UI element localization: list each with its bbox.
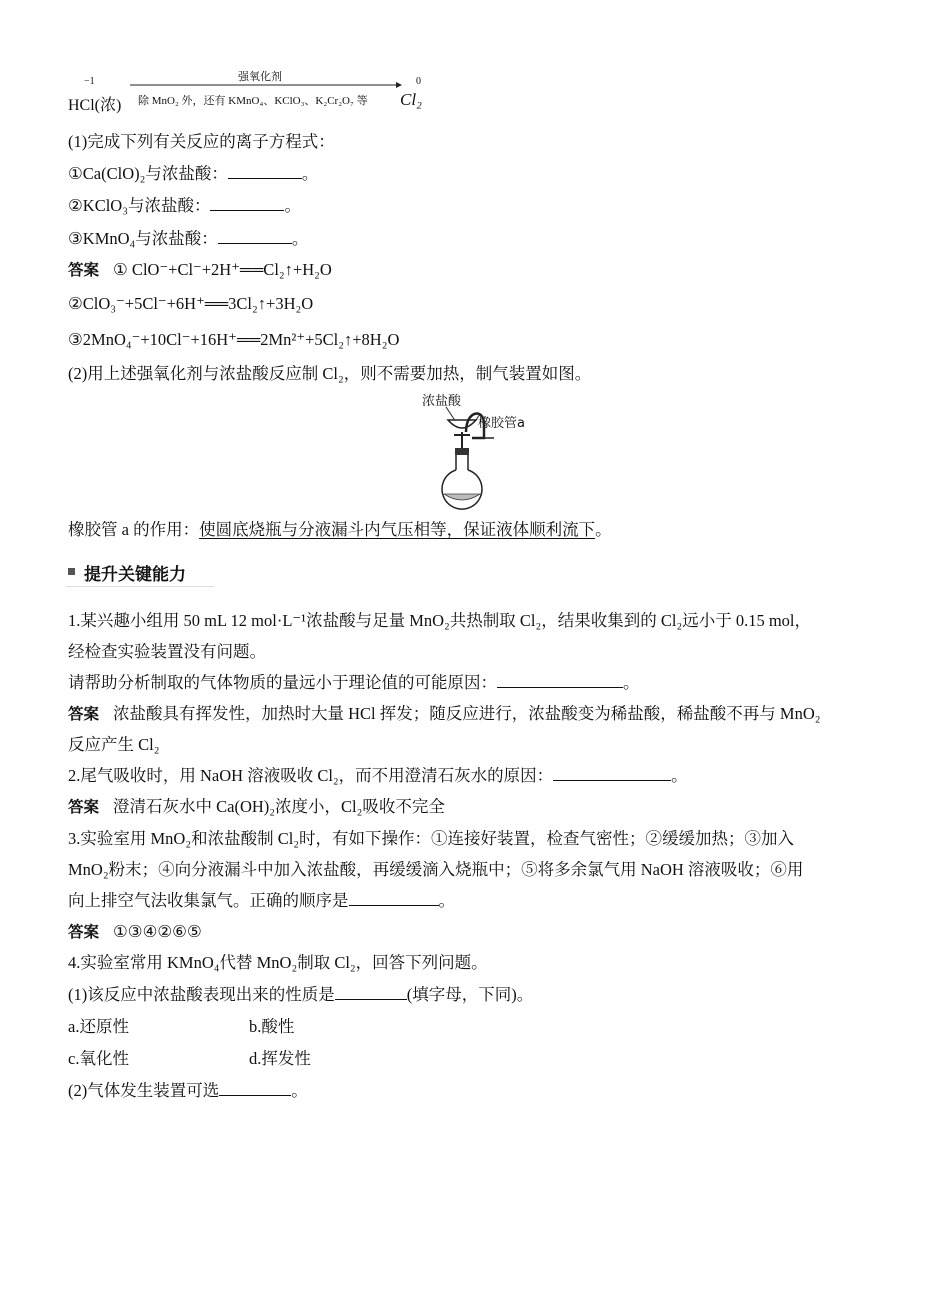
q2-prompt: 2.尾气吸收时，用 NaOH 溶液吸收 Cl₂，而不用澄清石灰水的原因： [68, 766, 554, 785]
tube-answer: 使圆底烧瓶与分液漏斗内气压相等，保证液体顺利流下 [199, 520, 596, 539]
hcl-oxidation-state: −1 [84, 76, 95, 87]
q1-answer-line-1 [68, 703, 821, 725]
period: 。 [595, 520, 612, 539]
square-bullet-icon [68, 568, 75, 575]
reaction-arrow [130, 81, 402, 89]
answer-blank[interactable] [228, 163, 302, 179]
q3-line-2: MnO₂粉末；④向分液漏斗中加入浓盐酸，再缓缓滴入烧瓶中；⑤将多余氯气用 NaOH 溶液吸收；⑥用 [68, 860, 804, 879]
q1-line-2: 经检查实验装置没有问题。 [68, 642, 266, 661]
answer-label: 答案 [68, 705, 100, 723]
period: 。 [291, 229, 309, 248]
q1-prompt: 请帮助分析制取的气体物质的量远小于理论值的可能原因： [68, 673, 497, 692]
answer-blank[interactable] [210, 195, 284, 211]
q3-line-1: 3.实验室用 MnO₂和浓盐酸制 Cl₂时，有如下操作：①连接好装置，检查气密性；②缓缓加热；③加入 [68, 829, 795, 848]
top-equation [64, 68, 444, 116]
part1-item-2 [68, 195, 301, 217]
q3-line-3 [68, 890, 455, 912]
part1-answer-1 [68, 259, 332, 281]
answer-blank[interactable] [219, 1080, 291, 1096]
item-text: ①Ca(ClO)₂与浓盐酸： [68, 164, 228, 183]
period: 。 [301, 164, 319, 183]
part1-answer-3: ③2MnO₄⁻+10Cl⁻+16H⁺══2Mn²⁺+5Cl₂↑+8H₂O [68, 330, 400, 349]
q1-answer-line-2: 反应产生 Cl₂ [68, 735, 160, 754]
answer-label: 答案 [68, 261, 100, 279]
q1-answer-text: 浓盐酸具有挥发性，加热时大量 HCl 挥发；随反应进行，浓盐酸变为稀盐酸，稀盐酸不再与 MnO₂ [113, 704, 821, 723]
part1-answer-2: ②ClO₃⁻+5Cl⁻+6H⁺══3Cl₂↑+3H₂O [68, 294, 314, 313]
item-text: ②KClO₃与浓盐酸： [68, 196, 211, 215]
arrow-condition-top: 强氧化剂 [238, 71, 282, 83]
item-text: ③KMnO₄与浓盐酸： [68, 229, 218, 248]
tube-question: 橡胶管 a 的作用： [68, 520, 200, 539]
answer-label: 答案 [68, 798, 100, 816]
q2-answer-text: 澄清石灰水中 Ca(OH)₂浓度小，Cl₂吸收不完全 [113, 797, 445, 816]
figure-label-acid: 浓盐酸 [422, 394, 462, 409]
q2-line [68, 765, 688, 787]
figure-label-tube: 橡胶管a [478, 416, 525, 431]
q4-option-d: d.挥发性 [249, 1049, 311, 1068]
period: 。 [438, 891, 455, 910]
period: 。 [291, 1081, 308, 1100]
q4-sub1 [68, 984, 533, 1006]
part1-item-3 [68, 228, 308, 250]
q4-sub1-tail: (填字母，下同)。 [406, 985, 534, 1004]
flask-diagram [418, 390, 548, 510]
q4-line: 4.实验室常用 KMnO₄代替 MnO₂制取 Cl₂，回答下列问题。 [68, 953, 488, 972]
q1-line-1: 1.某兴趣小组用 50 mL 12 mol·L⁻¹浓盐酸与足量 MnO₂共热制取 Cl₂，结果收集到的 Cl₂远小于 0.15 mol， [68, 611, 812, 630]
answer-label: 答案 [68, 923, 100, 941]
section-heading [66, 560, 214, 587]
part1-item-1 [68, 163, 318, 185]
cl2-oxidation-state: 0 [416, 76, 421, 87]
tube-function [68, 519, 612, 541]
q4-sub2-prompt: (2)气体发生装置可选 [68, 1081, 220, 1100]
hcl-label: HCl(浓) [68, 97, 122, 114]
q3-answer-text: ①③④②⑥⑤ [113, 922, 202, 941]
q4-option-a: a.还原性 [68, 1017, 129, 1036]
period: 。 [623, 673, 640, 692]
answer-blank[interactable] [497, 672, 623, 688]
q4-option-c: c.氧化性 [68, 1049, 129, 1068]
q4-option-b: b.酸性 [249, 1017, 295, 1036]
q3-prompt: 向上排空气法收集氯气。正确的顺序是 [68, 891, 349, 910]
q1-line-3 [68, 672, 640, 694]
period: 。 [671, 766, 688, 785]
answer-blank[interactable] [335, 984, 407, 1000]
part2-text: (2)用上述强氧化剂与浓盐酸反应制 Cl₂，则不需要加热，制气装置如图。 [68, 364, 592, 383]
q4-sub2 [68, 1080, 308, 1102]
answer-blank[interactable] [349, 890, 439, 906]
period: 。 [284, 196, 301, 215]
cl2-label: Cl₂ [400, 90, 422, 109]
arrow-condition-bottom: 除 MnO₂ 外，还有 KMnO₄、KClO₃、K₂Cr₂O₇ 等 [138, 95, 368, 107]
answer-blank[interactable] [218, 228, 292, 244]
apparatus-figure [418, 390, 548, 510]
part1-title: (1)完成下列有关反应的离子方程式： [68, 132, 335, 151]
q2-answer [68, 796, 445, 818]
answer-equation: ① ClO⁻+Cl⁻+2H⁺══Cl₂↑+H₂O [113, 260, 332, 279]
q4-sub1-prompt: (1)该反应中浓盐酸表现出来的性质是 [68, 985, 335, 1004]
section-title: 提升关键能力 [84, 565, 186, 585]
answer-blank[interactable] [553, 765, 671, 781]
q3-answer [68, 921, 202, 943]
